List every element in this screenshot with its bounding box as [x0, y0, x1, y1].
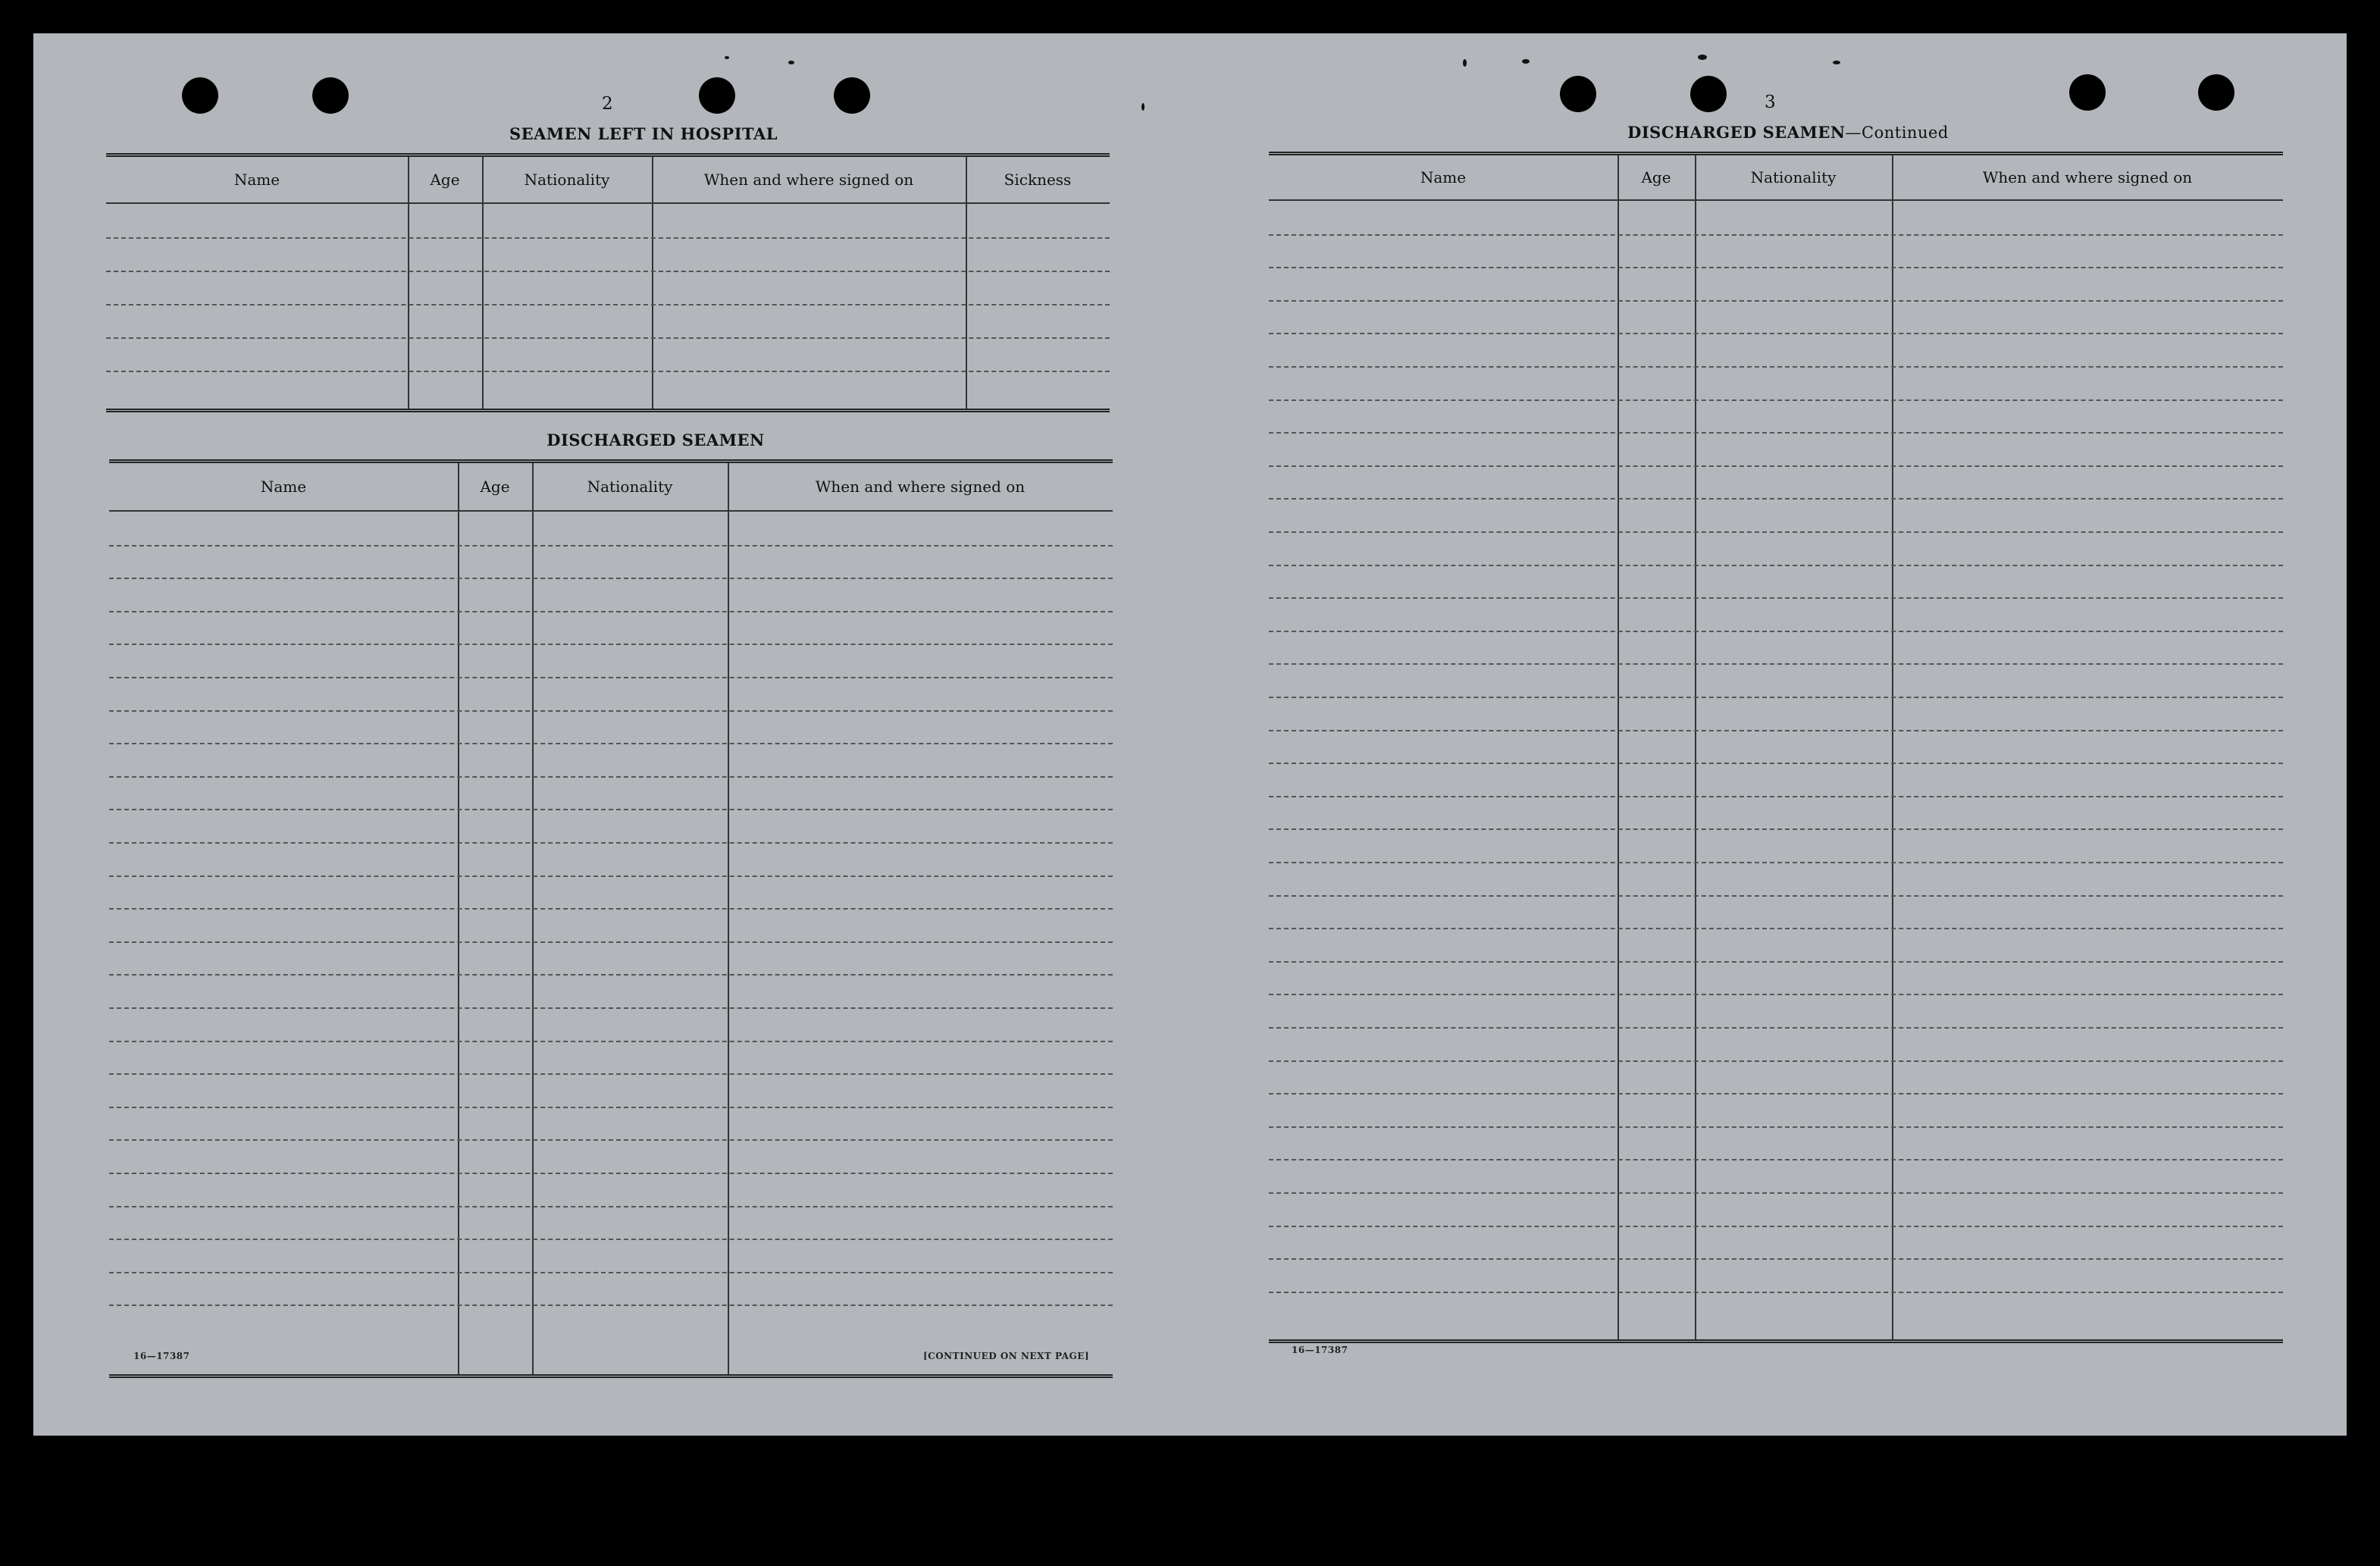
ink-speck	[1833, 61, 1840, 64]
row-rule	[1269, 1192, 2283, 1194]
row-rule	[109, 578, 1113, 579]
row-rule	[1269, 697, 2283, 698]
row-rule	[109, 941, 1113, 943]
row-rule	[1269, 730, 2283, 731]
page-number: 3	[1765, 92, 1776, 112]
ink-speck	[1463, 59, 1467, 67]
row-rule	[109, 611, 1113, 612]
row-rule	[1269, 498, 2283, 500]
punch-hole	[1690, 76, 1727, 112]
row-rule	[1269, 565, 2283, 566]
row-rule	[109, 974, 1113, 976]
row-rule	[109, 1139, 1113, 1141]
col-header-nationality: Nationality	[587, 478, 673, 496]
row-rule	[1269, 631, 2283, 632]
row-rule	[109, 908, 1113, 910]
row-rule	[1269, 1292, 2283, 1293]
col-header-age: Age	[480, 478, 510, 496]
punch-hole	[699, 77, 735, 114]
row-rule	[1269, 1027, 2283, 1029]
row-rule	[109, 710, 1113, 712]
col-header-nationality: Nationality	[524, 171, 610, 189]
section-title-discharged: DISCHARGED SEAMEN	[546, 431, 765, 449]
table-header	[1269, 155, 2283, 201]
row-rule	[109, 1206, 1113, 1207]
row-rule	[1269, 1159, 2283, 1160]
form-number: 16—17387	[133, 1351, 190, 1361]
table-header	[109, 463, 1113, 512]
row-rule	[1269, 994, 2283, 995]
punch-hole	[2198, 74, 2234, 111]
row-rule	[1269, 465, 2283, 467]
row-rule	[1269, 895, 2283, 897]
row-rule	[109, 1239, 1113, 1240]
row-rule	[1269, 432, 2283, 434]
column-rule	[458, 463, 459, 1374]
row-rule	[109, 1107, 1113, 1108]
row-rule	[1269, 663, 2283, 665]
table-header	[106, 157, 1110, 204]
section-title-discharged-continued	[1511, 123, 2065, 142]
punch-hole	[2069, 74, 2106, 111]
row-rule	[109, 644, 1113, 645]
col-header-name: Name	[1420, 168, 1467, 186]
row-rule	[109, 1304, 1113, 1306]
row-rule	[1269, 1226, 2283, 1227]
continued-note: [CONTINUED ON NEXT PAGE]	[923, 1351, 1090, 1361]
row-rule	[109, 809, 1113, 810]
ink-speck	[1522, 59, 1530, 64]
section-title-hospital: SEAMEN LEFT IN HOSPITAL	[509, 124, 778, 143]
row-rule	[1269, 399, 2283, 401]
row-rule	[1269, 267, 2283, 268]
discharged-continued-table	[1269, 152, 2283, 1343]
punch-hole	[182, 77, 218, 114]
row-rule	[109, 1272, 1113, 1273]
row-rule	[109, 743, 1113, 744]
row-rule	[109, 875, 1113, 877]
section-title-text: DISCHARGED SEAMEN	[1627, 123, 1846, 142]
ink-speck	[725, 56, 729, 59]
ink-speck	[1141, 103, 1145, 111]
ink-speck	[1698, 55, 1707, 60]
column-rule	[532, 463, 534, 1374]
col-header-name: Name	[260, 478, 307, 496]
row-rule	[1269, 1093, 2283, 1095]
row-rule	[109, 1173, 1113, 1174]
row-rule	[109, 776, 1113, 778]
col-header-signed-on: When and where signed on	[1982, 168, 2193, 186]
col-header-sickness: Sickness	[1004, 171, 1072, 189]
row-rule	[1269, 1126, 2283, 1128]
ink-speck	[788, 61, 794, 64]
row-rule	[106, 237, 1110, 239]
row-rule	[1269, 300, 2283, 302]
row-rule	[1269, 862, 2283, 863]
row-rule	[1269, 597, 2283, 599]
row-rule	[106, 337, 1110, 339]
row-rule	[1269, 763, 2283, 764]
column-rule	[728, 463, 729, 1374]
discharged-table	[109, 459, 1113, 1378]
row-rule	[1269, 961, 2283, 963]
row-rule	[106, 271, 1110, 272]
col-header-name: Name	[233, 171, 280, 189]
col-header-signed-on: When and where signed on	[815, 478, 1026, 496]
punch-hole	[1560, 76, 1596, 112]
col-header-age: Age	[430, 171, 460, 189]
form-number: 16—17387	[1292, 1345, 1348, 1355]
punch-hole	[834, 77, 870, 114]
row-rule	[1269, 796, 2283, 797]
row-rule	[109, 1007, 1113, 1009]
hospital-table	[106, 153, 1110, 412]
row-rule	[1269, 234, 2283, 236]
row-rule	[1269, 531, 2283, 533]
col-header-nationality: Nationality	[1750, 168, 1837, 186]
row-rule	[1269, 828, 2283, 830]
row-rule	[1269, 1060, 2283, 1062]
row-rule	[106, 304, 1110, 305]
row-rule	[1269, 1258, 2283, 1260]
form-sheet	[33, 33, 2347, 1436]
punch-hole	[312, 77, 349, 114]
row-rule	[109, 842, 1113, 844]
row-rule	[109, 1041, 1113, 1042]
page-number: 2	[602, 94, 613, 114]
col-header-signed-on: When and where signed on	[703, 171, 914, 189]
row-rule	[1269, 333, 2283, 334]
row-rule	[109, 677, 1113, 678]
section-title-suffix: —Continued	[1845, 124, 1949, 142]
row-rule	[1269, 928, 2283, 929]
row-rule	[106, 371, 1110, 372]
row-rule	[109, 1073, 1113, 1075]
col-header-age: Age	[1641, 168, 1671, 186]
row-rule	[109, 545, 1113, 547]
row-rule	[1269, 366, 2283, 368]
